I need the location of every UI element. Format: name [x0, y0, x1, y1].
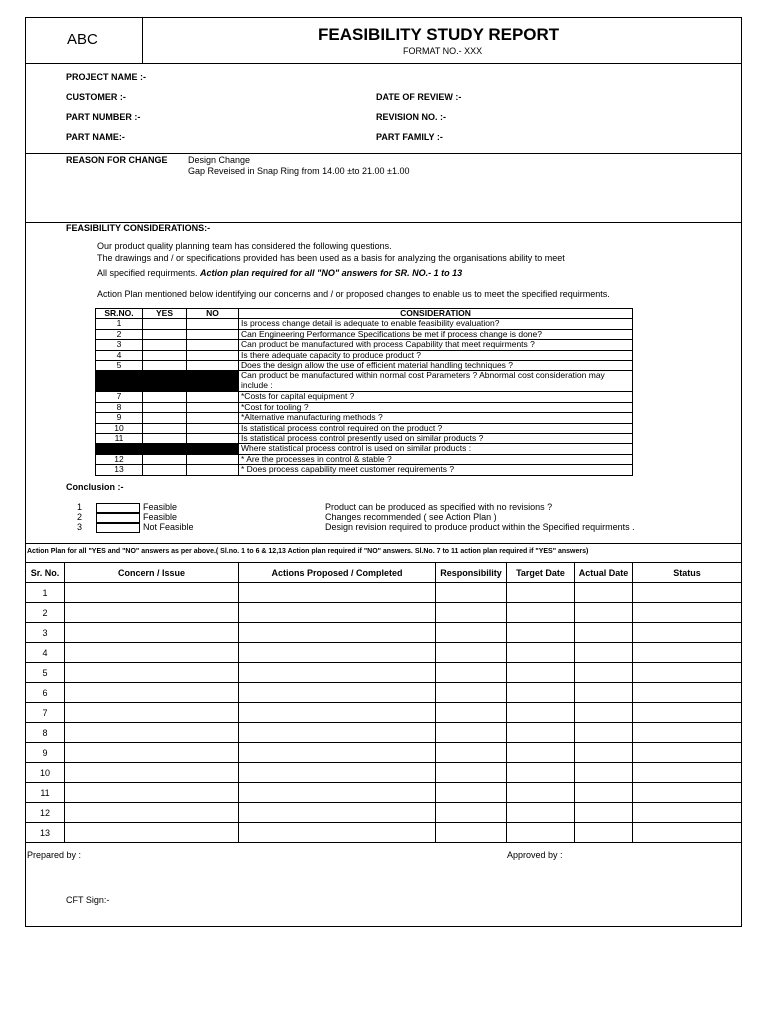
consideration-sr-no [96, 371, 143, 392]
responsibility-cell[interactable] [436, 743, 507, 763]
consideration-row [96, 340, 633, 350]
concern-cell[interactable] [65, 783, 239, 803]
conclusion-number: 3 [77, 522, 83, 532]
consideration-row [96, 329, 633, 339]
conclusion-number: 1 [77, 502, 83, 512]
consideration-yes-cell[interactable] [143, 434, 187, 444]
responsibility-cell[interactable] [436, 763, 507, 783]
consideration-yes-cell [143, 371, 187, 392]
consideration-sr-no [96, 444, 143, 454]
actual-date-cell[interactable] [575, 723, 633, 743]
consideration-sr-no: 9 [96, 413, 143, 423]
actions-cell[interactable] [239, 623, 436, 643]
actual-date-cell[interactable] [575, 683, 633, 703]
concern-cell[interactable] [65, 643, 239, 663]
actions-cell[interactable] [239, 783, 436, 803]
consideration-yes-cell[interactable] [143, 392, 187, 402]
consideration-row [96, 465, 633, 475]
action-plan-row [26, 783, 742, 803]
date-of-review-label: DATE OF REVIEW :- [376, 92, 462, 102]
actions-cell[interactable] [239, 723, 436, 743]
action-plan-row [26, 803, 742, 823]
concern-cell[interactable] [65, 703, 239, 723]
target-date-cell[interactable] [507, 763, 575, 783]
status-cell[interactable] [633, 763, 742, 783]
action-plan-row [26, 683, 742, 703]
actions-cell[interactable] [239, 603, 436, 623]
part-family-label: PART FAMILY :- [376, 132, 443, 142]
target-date-cell[interactable] [507, 723, 575, 743]
actions-cell[interactable] [239, 583, 436, 603]
header-bottom-rule [25, 63, 742, 64]
target-date-cell[interactable] [507, 743, 575, 763]
consideration-sr-no: 13 [96, 465, 143, 475]
concern-cell[interactable] [65, 683, 239, 703]
consideration-sr-no: 12 [96, 454, 143, 464]
col-concern: Concern / Issue [65, 563, 239, 583]
action-sr-no: 8 [26, 723, 65, 743]
consideration-text: Is statistical process control required on the product ? [239, 423, 633, 433]
conclusion-option-label: Feasible [143, 512, 178, 522]
actual-date-cell[interactable] [575, 703, 633, 723]
responsibility-cell[interactable] [436, 663, 507, 683]
col-status: Status [633, 563, 742, 583]
consideration-text: *Alternative manufacturing methods ? [239, 413, 633, 423]
actions-cell[interactable] [239, 703, 436, 723]
consideration-sr-no: 8 [96, 402, 143, 412]
consideration-no-cell[interactable] [187, 361, 239, 371]
company-name: ABC [67, 31, 98, 48]
action-plan-row [26, 623, 742, 643]
col-no: NO [187, 309, 239, 319]
cft-sign-label: CFT Sign:- [66, 895, 110, 905]
reason-label: REASON FOR CHANGE [66, 155, 168, 165]
consideration-row [96, 434, 633, 444]
concern-cell[interactable] [65, 663, 239, 683]
feasibility-heading: FEASIBILITY CONSIDERATIONS:- [66, 223, 211, 233]
conclusion-checkbox[interactable] [96, 513, 140, 523]
conclusion-description: Product can be produced as specified with no revisions ? [325, 502, 553, 512]
status-cell[interactable] [633, 783, 742, 803]
responsibility-cell[interactable] [436, 703, 507, 723]
consideration-text: Can product be manufactured within normal cost Parameters ? Abnormal cost consideration may include : [239, 371, 633, 392]
consideration-text: * Does process capability meet customer requirements ? [239, 465, 633, 475]
consideration-no-cell[interactable] [187, 413, 239, 423]
project-name-label: PROJECT NAME :- [66, 72, 147, 82]
feasibility-para-1: Our product quality planning team has considered the following questions. [97, 241, 392, 251]
consideration-yes-cell[interactable] [143, 402, 187, 412]
target-date-cell[interactable] [507, 603, 575, 623]
responsibility-cell[interactable] [436, 583, 507, 603]
target-date-cell[interactable] [507, 643, 575, 663]
actual-date-cell[interactable] [575, 763, 633, 783]
conclusion-checkbox[interactable] [96, 523, 140, 533]
format-no: FORMAT NO.- XXX [403, 46, 483, 56]
action-plan-row [26, 723, 742, 743]
conclusion-label: Conclusion :- [66, 482, 124, 492]
action-plan-note: Action Plan for all "YES and "NO" answers as per above.( Sl.no. 1 to 6 & 12,13 Action plan required if "NO" answers. Sl.No. 7 to 11 action plan required if "YES" answers) [27, 548, 589, 555]
responsibility-cell[interactable] [436, 783, 507, 803]
conclusion-description: Design revision required to produce product within the Specified requirments . [325, 522, 635, 532]
approved-by-label: Approved by : [507, 850, 563, 860]
consideration-no-cell[interactable] [187, 319, 239, 329]
actual-date-cell[interactable] [575, 643, 633, 663]
action-sr-no: 13 [26, 823, 65, 843]
status-cell[interactable] [633, 583, 742, 603]
prepared-by-label: Prepared by : [27, 850, 82, 860]
target-date-cell[interactable] [507, 823, 575, 843]
col-consideration: CONSIDERATION [239, 309, 633, 319]
feasibility-para-2: The drawings and / or specifications provided has been used as a basis for analyzing the organisations ability to meet [97, 253, 565, 263]
consideration-yes-cell[interactable] [143, 340, 187, 350]
concern-cell[interactable] [65, 623, 239, 643]
consideration-text: *Costs for capital equipment ? [239, 392, 633, 402]
consideration-row [96, 402, 633, 412]
col-actual-date: Actual Date [575, 563, 633, 583]
actual-date-cell[interactable] [575, 583, 633, 603]
consideration-sr-no: 1 [96, 319, 143, 329]
action-sr-no: 6 [26, 683, 65, 703]
consideration-row [96, 423, 633, 433]
consideration-row [96, 361, 633, 371]
col-srno: SR.NO. [96, 309, 143, 319]
actions-cell[interactable] [239, 683, 436, 703]
concern-cell[interactable] [65, 603, 239, 623]
actual-date-cell[interactable] [575, 663, 633, 683]
col-yes: YES [143, 309, 187, 319]
consideration-text: Is process change detail is adequate to enable feasibility evaluation? [239, 319, 633, 329]
consideration-text: Can Engineering Performance Specifications be met if process change is done? [239, 329, 633, 339]
responsibility-cell[interactable] [436, 683, 507, 703]
concern-cell[interactable] [65, 803, 239, 823]
part-name-label: PART NAME:- [66, 132, 125, 142]
concern-cell[interactable] [65, 763, 239, 783]
target-date-cell[interactable] [507, 783, 575, 803]
target-date-cell[interactable] [507, 803, 575, 823]
consideration-sr-no: 2 [96, 329, 143, 339]
consideration-yes-cell[interactable] [143, 454, 187, 464]
status-cell[interactable] [633, 743, 742, 763]
consideration-no-cell[interactable] [187, 402, 239, 412]
actual-date-cell[interactable] [575, 623, 633, 643]
page-title: FEASIBILITY STUDY REPORT [318, 25, 560, 44]
consideration-row [96, 454, 633, 464]
conclusion-description: Changes recommended ( see Action Plan ) [325, 512, 497, 522]
consideration-sr-no: 5 [96, 361, 143, 371]
consideration-sr-no: 11 [96, 434, 143, 444]
consideration-no-cell[interactable] [187, 465, 239, 475]
concern-cell[interactable] [65, 723, 239, 743]
action-sr-no: 1 [26, 583, 65, 603]
target-date-cell[interactable] [507, 623, 575, 643]
action-plan-row [26, 823, 742, 843]
consideration-row [96, 350, 633, 360]
consideration-no-cell[interactable] [187, 454, 239, 464]
target-date-cell[interactable] [507, 683, 575, 703]
consideration-text: Is statistical process control presently used on similar products ? [239, 434, 633, 444]
actions-cell[interactable] [239, 663, 436, 683]
consideration-no-cell[interactable] [187, 329, 239, 339]
consideration-row [96, 413, 633, 423]
responsibility-cell[interactable] [436, 603, 507, 623]
consideration-yes-cell[interactable] [143, 361, 187, 371]
consideration-text: Does the design allow the use of efficient material handling techniques ? [239, 361, 633, 371]
action-sr-no: 5 [26, 663, 65, 683]
action-sr-no: 11 [26, 783, 65, 803]
action-plan-row [26, 663, 742, 683]
reason-line-2: Gap Reveised in Snap Ring from 14.00 ±to 21.00 ±1.00 [188, 166, 410, 176]
action-plan-table [25, 562, 742, 843]
concern-cell[interactable] [65, 823, 239, 843]
feasibility-para-3: All specified requirments. Action plan required for all "NO" answers for SR. NO.- 1 to 13 [97, 268, 463, 278]
consideration-yes-cell[interactable] [143, 319, 187, 329]
actual-date-cell[interactable] [575, 603, 633, 623]
consideration-no-cell[interactable] [187, 340, 239, 350]
actions-cell[interactable] [239, 823, 436, 843]
action-plan-row [26, 603, 742, 623]
col-actions: Actions Proposed / Completed [239, 563, 436, 583]
status-cell[interactable] [633, 663, 742, 683]
consideration-text: Where statistical process control is used on similar products : [239, 444, 633, 454]
target-date-cell[interactable] [507, 663, 575, 683]
consideration-sr-no: 4 [96, 350, 143, 360]
status-cell[interactable] [633, 723, 742, 743]
action-plan-row [26, 743, 742, 763]
consideration-text: *Cost for tooling ? [239, 402, 633, 412]
status-cell[interactable] [633, 803, 742, 823]
col-target-date: Target Date [507, 563, 575, 583]
consideration-no-cell[interactable] [187, 350, 239, 360]
conclusion-number: 2 [77, 512, 83, 522]
action-plan-row [26, 763, 742, 783]
status-cell[interactable] [633, 683, 742, 703]
consideration-no-cell[interactable] [187, 392, 239, 402]
actions-cell[interactable] [239, 643, 436, 663]
consideration-yes-cell[interactable] [143, 413, 187, 423]
action-sr-no: 10 [26, 763, 65, 783]
responsibility-cell[interactable] [436, 803, 507, 823]
action-plan-row [26, 583, 742, 603]
reason-line-1: Design Change [188, 155, 251, 165]
consideration-sr-no: 10 [96, 423, 143, 433]
consideration-row [96, 371, 633, 392]
action-sr-no: 12 [26, 803, 65, 823]
responsibility-cell[interactable] [436, 823, 507, 843]
conclusion-option-label: Not Feasible [143, 522, 194, 532]
revision-no-label: REVISION NO. :- [376, 112, 447, 122]
status-cell[interactable] [633, 823, 742, 843]
consideration-no-cell [187, 371, 239, 392]
action-plan-row [26, 643, 742, 663]
fields-bottom-rule [25, 153, 742, 154]
action-sr-no: 2 [26, 603, 65, 623]
status-cell[interactable] [633, 623, 742, 643]
actions-cell[interactable] [239, 763, 436, 783]
consideration-no-cell [187, 444, 239, 454]
consideration-sr-no: 7 [96, 392, 143, 402]
consideration-row [96, 319, 633, 329]
target-date-cell[interactable] [507, 583, 575, 603]
consideration-row [96, 444, 633, 454]
action-sr-no: 7 [26, 703, 65, 723]
target-date-cell[interactable] [507, 703, 575, 723]
concern-cell[interactable] [65, 743, 239, 763]
actual-date-cell[interactable] [575, 743, 633, 763]
action-plan-emphasis: Action plan required for all "NO" answers for SR. NO.- 1 to 13 [200, 268, 463, 278]
consideration-text: Is there adequate capacity to produce product ? [239, 350, 633, 360]
status-cell[interactable] [633, 703, 742, 723]
responsibility-cell[interactable] [436, 723, 507, 743]
header-divider [142, 17, 143, 63]
consideration-row [96, 392, 633, 402]
concern-cell[interactable] [65, 583, 239, 603]
actual-date-cell[interactable] [575, 823, 633, 843]
col-sr-no: Sr. No. [26, 563, 65, 583]
consideration-yes-cell[interactable] [143, 329, 187, 339]
responsibility-cell[interactable] [436, 623, 507, 643]
actions-cell[interactable] [239, 803, 436, 823]
consideration-no-cell[interactable] [187, 434, 239, 444]
consideration-no-cell[interactable] [187, 423, 239, 433]
conclusion-option-label: Feasible [143, 502, 178, 512]
action-sr-no: 4 [26, 643, 65, 663]
customer-label: CUSTOMER :- [66, 92, 126, 102]
feasibility-para-4: Action Plan mentioned below identifying our concerns and / or proposed changes to enable us to meet the specified requirments. [97, 289, 610, 299]
part-number-label: PART NUMBER :- [66, 112, 141, 122]
responsibility-cell[interactable] [436, 643, 507, 663]
consideration-text: Can product be manufactured with process Capability that meet requirments ? [239, 340, 633, 350]
consideration-yes-cell[interactable] [143, 350, 187, 360]
consideration-sr-no: 3 [96, 340, 143, 350]
action-plan-row [26, 703, 742, 723]
consideration-yes-cell[interactable] [143, 465, 187, 475]
status-cell[interactable] [633, 603, 742, 623]
action-sr-no: 9 [26, 743, 65, 763]
actual-date-cell[interactable] [575, 783, 633, 803]
status-cell[interactable] [633, 643, 742, 663]
consideration-yes-cell[interactable] [143, 423, 187, 433]
conclusion-bottom-rule [25, 543, 742, 544]
actual-date-cell[interactable] [575, 803, 633, 823]
considerations-table [95, 308, 633, 476]
action-sr-no: 3 [26, 623, 65, 643]
conclusion-checkbox[interactable] [96, 503, 140, 513]
consideration-text: * Are the processes in control & stable ? [239, 454, 633, 464]
actions-cell[interactable] [239, 743, 436, 763]
consideration-yes-cell [143, 444, 187, 454]
col-responsibility: Responsibility [436, 563, 507, 583]
